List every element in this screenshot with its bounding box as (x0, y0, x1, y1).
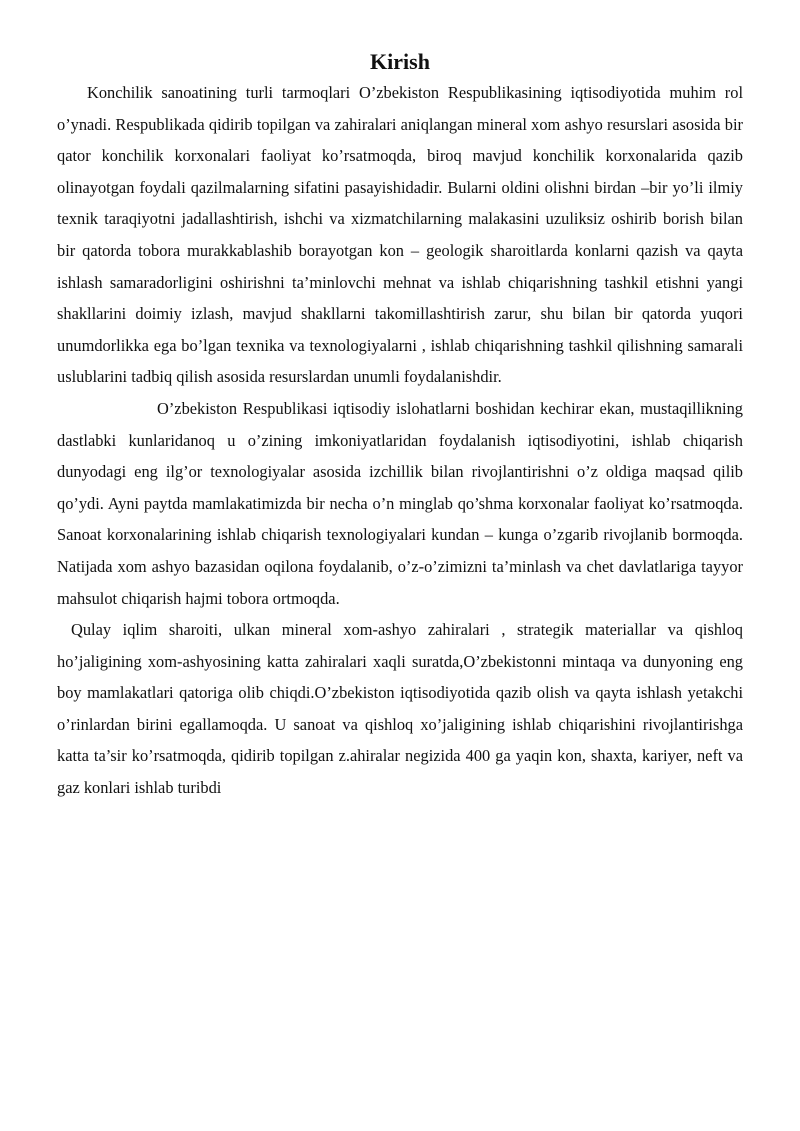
document-body (57, 77, 743, 804)
paragraph-3: Qulay iqlim sharoiti, ulkan mineral xom-ashyo zahiralari , strategik materiallar va qishloq ho’jaligining xom-ashyosining katta zahiralari xaqli suratda,O’zbekistonni mintaqa va dunyoning eng boy mamlakatlari qatoriga olib chiqdi.O’zbekiston iqtisodiyotida qazib olish va qayta ishlash yetakchi o’rinlardan birini egallamoqda. U sanoat va qishloq xo’jaligining ishlab chiqarishini rivojlantirishga katta ta’sir ko’rsatmoqda, qidirib topilgan z.ahiralar negizida 400 ga yaqin kon, shaxta, kariyer, neft va gaz konlari ishlab turibdi (57, 620, 743, 798)
paragraph-2: O’zbekiston Respublikasi iqtisodiy islohatlarni boshidan kechirar ekan, mustaqillikning dastlabki kunlaridanoq u o’zining imkoniyatlaridan foydalanish iqtisodiyotini, ishlab chiqarish dunyodagi eng ilg’or texnologiyalar asosida izchillik bilan rivojlantirishni o’z oldiga maqsad qilib qo’ydi. Ayni paytda mamlakatimizda bir necha o’n minglab qo’shma korxonalar faoliyat ko’rsatmoqda. Sanoat korxonalarining ishlab chiqarish texnologiyalari kundan – kunga o’zgarib rivojlanib bormoqda. Natijada xom ashyo bazasidan oqilona foydalanib, o’z-o’zimizni ta’minlash va chet davlatlariga tayyor mahsulot chiqarish hajmi tobora ortmoqda. (57, 398, 743, 608)
page-title: Kirish (370, 49, 430, 74)
paragraph-1: Konchilik sanoatining turli tarmoqlari O’zbekiston Respublikasining iqtisodiyotida muhim rol o’ynadi. Respublikada qidirib topilgan va zahiralari aniqlangan mineral xom ashyo resurslari asosida bir qator konchilik korxonalari faoliyat ko’rsatmoqda, biroq mavjud konchilik korxonalarida qazib olinayotgan foydali qazilmalarning sifatini pasayishidadir. Bularni oldini olishni birdan –bir yo’li ilmiy texnik taraqiyotni jadallashtirish, ishchi va xizmatchilarning malakasini uzuliksiz oshirib borish bilan bir qatorda tobora murakkablashib borayotgan kon – geologik sharoitlarda konlarni qazish va qayta ishlash samaradorligini oshirishni ta’minlovchi mehnat va ishlab chiqarishning tashkil etishni yangi shakllarini doimiy izlash, mavjud shakllarni takomillashtirish zarur, shu bilan bir qatorda yuqori unumdorlikka ega bo’lgan texnika va texnologiyalarni , ishlab chiqarishning tashkil qilishning samarali uslublarini tadbiq qilish asosida resurslardan unumli foydalanishdir. (57, 83, 743, 387)
